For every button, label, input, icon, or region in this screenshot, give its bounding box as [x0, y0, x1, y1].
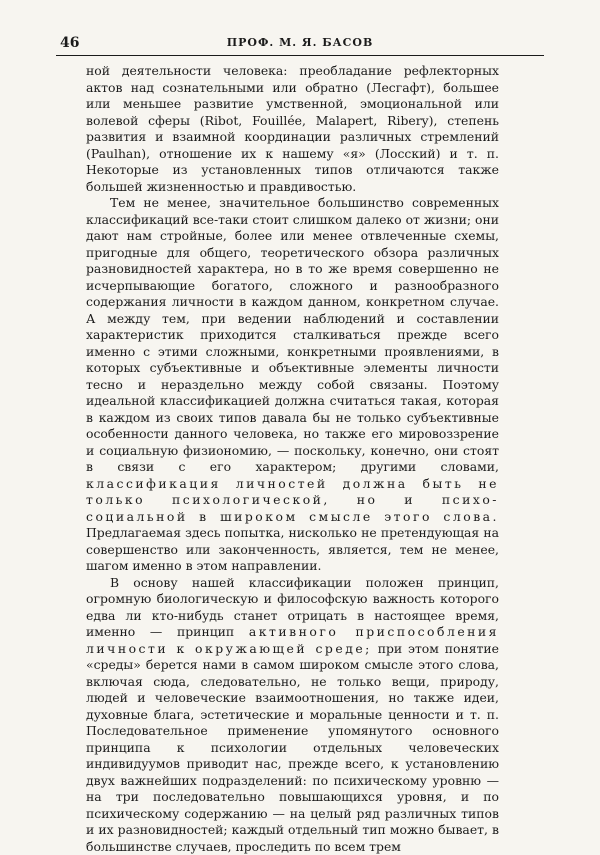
paragraph-continuation: ной деятельности человека: преобладание рефлекторных актов над сознательными или обратно (Лесгафт), большее или меньшее развитие умственной, эмоциональной или волевой сферы (Ribot, Fouillée, Malapert, Ribery), степень развития и взаимной координации различных стремлений (Paulhan), отношение их к нашему «я» (Лосский) и т. п. Некоторые из установленных типов отличаются также большей жизненностью и правдивостью. — [86, 63, 499, 195]
emphasized-text: активного приспособления личности к окружающей среде; — [86, 624, 499, 656]
running-head: ПРОФ. М. Я. БАСОВ — [54, 36, 546, 49]
paragraph-adaptation-principle — [86, 575, 499, 855]
paragraph-classification-critique — [86, 195, 499, 575]
header-rule — [56, 55, 544, 56]
paragraph-text: при этом понятие «среды» берется нами в самом широком смысле этого слова, включая сюда, следовательно, не только вещи, природу, людей и человеческие взаимоотношения, но также идеи, духовные блага, эстетические и моральные ценности и т. п. Последовательное применение упомянутого основного принципа к психологии отдельных человеческих индивидуумов приводит нас, прежде всего, к установлению двух важнейших подразделений: по психическому уровню — на три последовательно повышающихся уровня, и по психическому содержанию — на целый ряд различных типов и их разновидностей; каждый отдельный тип можно бывает, в большинстве случаев, проследить по всем трем — [86, 641, 499, 854]
page-header — [54, 30, 546, 56]
page-number: 46 — [60, 35, 79, 51]
paragraph-text: Тем не менее, значительное большинство современных классификаций все-таки стоит слишком далеко от жизни; они дают нам стройные, более или менее отвлеченные схемы, пригодные для общего, теоретического обзора различных разновидностей характера, но в то же время совершенно не исчерпывающие богатого, сложного и разнообразного содержания личности в каждом данном, конкретном случае. А между тем, при ведении наблюдений и составлении характеристик приходится сталкиваться прежде всего именно с этими сложными, конкретными проявлениями, в которых субъективные и объективные элементы личности тесно и нераздельно между собой связаны. Поэтому идеальной классификацией должна считаться такая, которая в каждом из своих типов давала бы не только субъективные особенности данного человека, но также его мировоззрение и социальную физиономию, — поскольку, конечно, они стоят в связи с его характером; другими словами, — [86, 195, 499, 474]
paragraph-text: В основу нашей классификации положен принцип, огромную биологическую и философскую важность которого едва ли кто-нибудь станет отрицать в настоящее время, именно — принцип — [86, 575, 499, 640]
emphasized-text: классификация личностей должна быть не только психологической, но и психо-социальной в широком смысле этого слова. — [86, 476, 499, 524]
paragraph-text: Предлагаемая здесь попытка, нисколько не претендующая на совершенство или законченность, является, тем не менее, шагом именно в этом направлении. — [86, 525, 499, 573]
body-text — [86, 63, 499, 855]
